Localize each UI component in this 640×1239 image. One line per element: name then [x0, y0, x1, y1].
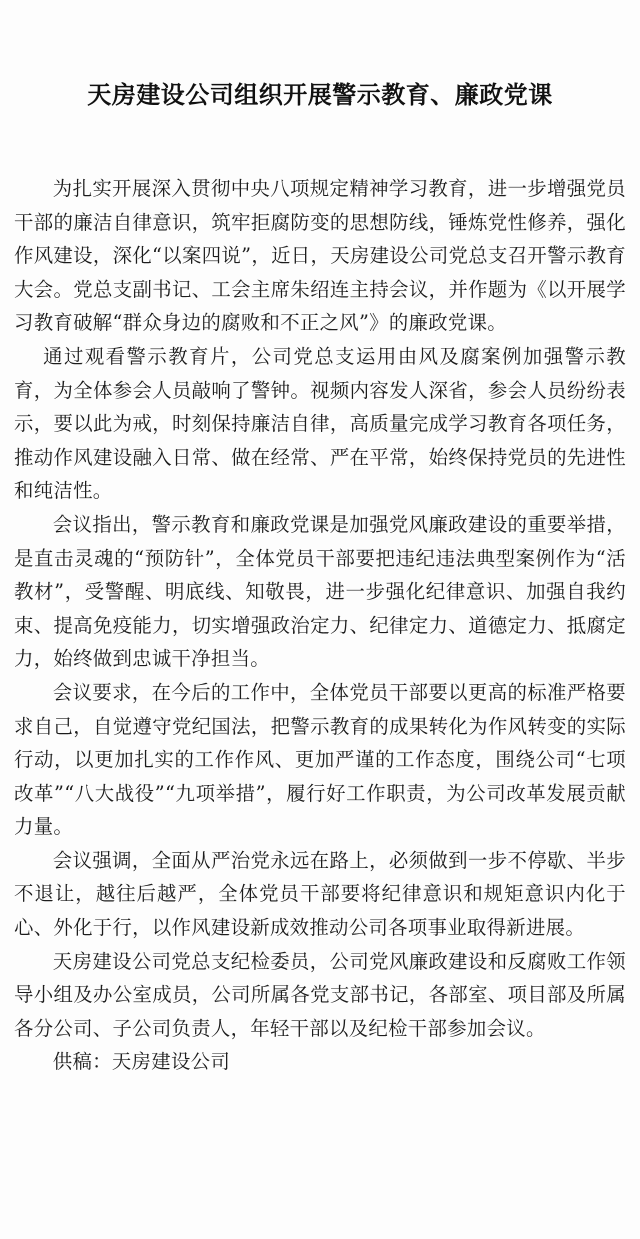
paragraph-meeting-points: 会议指出，警示教育和廉政党课是加强党风廉政建设的重要举措，是直击灵魂的“预防针”，全体党员干部要把违纪违法典型案例作为“活教材”，受警醒、明底线、知敬畏，进一步强化纪律意识、加强自我约束、提高免疫能力，切实增强政治定力、纪律定力、道德定力、抵腐定力，始终做到忠诚干净担当。: [14, 512, 626, 671]
paragraph-warning-film: 通过观看警示教育片，公司党总支运用由风及腐案例加强警示教育，为全体参会人员敲响了警钟。视频内容发人深省，参会人员纷纷表示，要以此为戒，时刻保持廉洁自律，高质量完成学习教育各项任务，推动作风建设融入日常、做在经常、严在平常，始终保持党员的先进性和纯洁性。: [14, 344, 626, 503]
paragraph-intro: 为扎实开展深入贯彻中央八项规定精神学习教育，进一步增强党员干部的廉洁自律意识，筑牢拒腐防变的思想防线，锤炼党性修养，强化作风建设，深化“以案四说”，近日，天房建设公司党总支召开警示教育大会。党总支副书记、工会主席朱绍连主持会议，并作题为《以开展学习教育破解“群众身边的腐败和不正之风”》的廉政党课。: [14, 177, 626, 335]
paragraph-meeting-requirements: 会议要求，在今后的工作中，全体党员干部要以更高的标准严格要求自己，自觉遵守党纪国法，把警示教育的成果转化为作风转变的实际行动，以更加扎实的工作作风、更加严谨的工作态度，围绕公司“七项改革”“八大战役”“九项举措”，履行好工作职责，为公司改革发展贡献力量。: [14, 680, 626, 839]
paragraph-meeting-emphasis: 会议强调，全面从严治党永远在路上，必须做到一步不停歇、半步不退让，越往后越严，全体党员干部要将纪律意识和规矩意识内化于心、外化于行，以作风建设新成效推动公司各项事业取得新进展。: [14, 848, 626, 940]
paragraph-attendees: 天房建设公司党总支纪检委员，公司党风廉政建设和反腐败工作领导小组及办公室成员，公司所属各党支部书记，各部室、项目部及所属各分公司、子公司负责人，年轻干部以及纪检干部参加会议。: [14, 949, 626, 1040]
article-title: 天房建设公司组织开展警示教育、廉政党课: [87, 80, 553, 109]
source-credit: 供稿：天房建设公司: [52, 1050, 231, 1074]
